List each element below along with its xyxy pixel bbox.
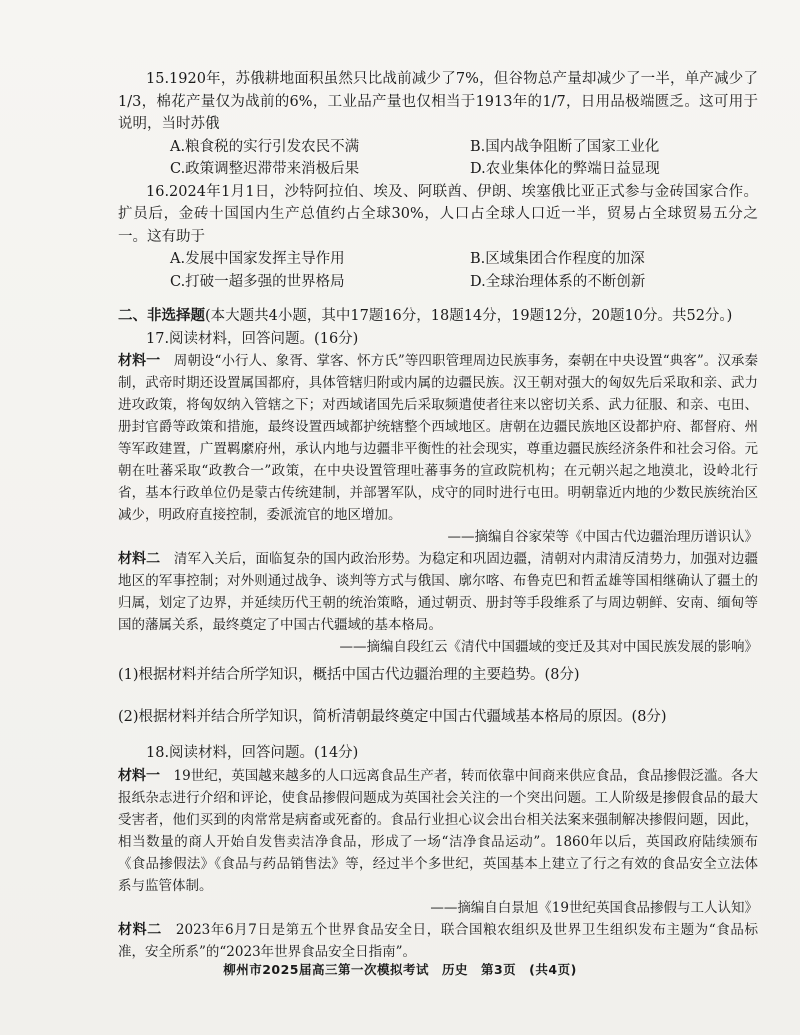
material-text: 2023年6月7日是第五个世界食品安全日，联合国粮农组织及世界卫生组织发布主题为“食品标准，安全所系”的“2023年世界食品安全日指南”。 [118, 921, 758, 960]
material-label: 材料二 [118, 551, 161, 567]
q18-material-2 [118, 919, 758, 963]
page-content [118, 68, 758, 963]
material-label: 材料二 [118, 921, 162, 938]
question-15-options [170, 136, 758, 181]
q17-material-1 [118, 350, 758, 526]
question-15-stem: 15.1920年，苏俄耕地面积虽然只比战前减少了7%，但谷物总产量却减少了一半，单产减少了1/3，棉花产量仅为战前的6%，工业品产量也仅相当于1913年的1/7，日用品极端匮乏。这可用于说明，当时苏俄 [118, 71, 758, 132]
material-text: 周朝设“小行人、象胥、掌客、怀方氏”等四职管理周边民族事务，秦朝在中央设置“典客”。汉承秦制，武帝时期还设置属国都府，具体管辖归附或内属的边疆民族。汉王朝对强大的匈奴先后采取和亲、武力进攻政策，将匈奴纳入管辖之下；对西域诸国先后采取频遣使者往来以密切关系、武力征服、和亲、屯田、册封官爵等政策和措施，最终设置西域都护统辖整个西域地区。唐朝在边疆民族地区设都护府、都督府、州等军政建置，广置羁縻府州，承认内地与边疆非平衡性的社会现实，尊重边疆民族经济条件和社会习俗。元朝在吐蕃采取“政教合一”政策，在中央设置管理吐蕃事务的宣政院机构；在元朝兴起之地漠北，设岭北行省，基本行政单位仍是蒙古传统建制，并部署军队，戍守的同时进行屯田。明朝靠近内地的少数民族统治区减少，明政府直接控制，委派流官的地区增加。 [118, 353, 759, 523]
material-text: 清军入关后，面临复杂的国内政治形势。为稳定和巩固边疆，清朝对内肃清反清势力，加强对边疆地区的军事控制；对外则通过战争、谈判等方式与俄国、廓尔喀、布鲁克巴和哲孟雄等国相继确认了疆土的归属，划定了边界，并延续历代王朝的统治策略，通过朝贡、册封等手段维系了与周边朝鲜、安南、缅甸等国的藩属关系，最终奠定了中国古代疆域的基本格局。 [118, 551, 759, 633]
q17-subquestion-1: (1)根据材料并结合所学知识，概括中国古代边疆治理的主要趋势。(8分) [118, 667, 580, 683]
question-16-options [170, 248, 758, 293]
question-17-intro: 17.阅读材料，回答问题。(16分) [146, 330, 359, 347]
option-a: A.发展中国家发挥主导作用 [170, 251, 345, 267]
question-16-stem: 16.2024年1月1日，沙特阿拉伯、埃及、阿联酋、伊朗、埃塞俄比亚正式参与金砖国家合作。扩员后，金砖十国国内生产总值约占全球30%，人口占全球人口近一半，贸易占全球贸易五分之一。这有助于 [118, 183, 758, 245]
option-b: B.区域集团合作程度的加深 [470, 251, 645, 267]
answer-space [118, 686, 758, 700]
q17-subquestion-2: (2)根据材料并结合所学知识，简析清朝最终奠定中国古代疆域基本格局的原因。(8分) [118, 709, 667, 725]
section-title-rest: (本大题共4小题，其中17题16分，18题14分，19题12分，20题10分。共52分。) [205, 308, 733, 324]
page-footer: 柳州市2025届高三第一次模拟考试 历史 第3页 (共4页) [223, 962, 577, 977]
material-label: 材料一 [118, 767, 161, 784]
option-d: D.全球治理体系的不断创新 [470, 273, 646, 290]
material-label: 材料一 [118, 353, 161, 369]
material-text: 19世纪，英国越来越多的人口远离食品生产者，转而依靠中间商来供应食品，食品掺假泛滥。各大报纸杂志进行介绍和评论，使食品掺假问题成为英国社会关注的一个突出问题。工人阶级是掺假食品的最大受害者，他们买到的肉常常是病畜或死畜的。食品行业担心议会出台相关法案来强制解决掺假问题，因此，相当数量的商人开始自发售卖洁净食品，形成了一场“洁净食品运动”。1860年以后，英国政府陆续颁布《食品掺假法》《食品与药品销售法》等，经过半个多世纪，英国基本上建立了行之有效的食品安全立法体系与监管体制。 [118, 767, 759, 894]
question-18-intro: 18.阅读材料，回答问题。(14分) [146, 745, 359, 761]
answer-space [118, 728, 758, 742]
q17-material-1-source: ——摘编自谷家荣等《中国古代边疆治理历谱识认》 [447, 529, 758, 545]
q18-material-1-source: ——摘编自白景旭《19世纪英国食品掺假与工人认知》 [430, 899, 758, 916]
option-b: B.国内战争阻断了国家工业化 [470, 138, 660, 155]
q17-material-2 [118, 548, 758, 636]
q18-material-1 [118, 765, 758, 897]
option-d: D.农业集体化的弊端日益显现 [470, 161, 660, 177]
option-a: A.粮食税的实行引发农民不满 [170, 138, 360, 155]
option-c: C.打破一超多强的世界格局 [170, 273, 345, 290]
option-c: C.政策调整迟滞带来消极后果 [170, 161, 360, 177]
section-title [118, 305, 758, 328]
section-title-bold: 二、非选择题 [118, 308, 205, 324]
q17-material-2-source: ——摘编自段红云《清代中国疆域的变迁及其对中国民族发展的影响》 [339, 639, 758, 655]
